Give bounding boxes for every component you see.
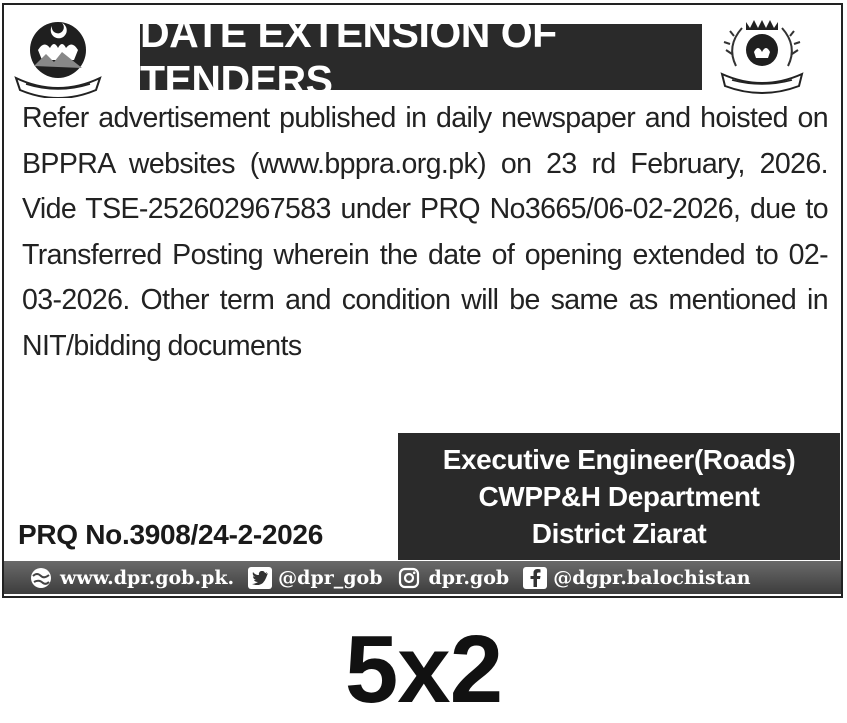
footer-facebook[interactable] bbox=[523, 567, 750, 589]
notice-body: Refer advertisement published in daily newspaper and hoisted on BPPRA websites (www.bppra.org.pk) on 23 rd February, 2026. Vide TSE-252602967583 under PRQ No3665/06-02-2026, due to Transferred Posting wherein the date of opening extended to 02-03-2026. Other term and condition will be same as mentioned in NIT/bidding documents bbox=[22, 102, 828, 362]
twitter-icon bbox=[248, 567, 272, 589]
footer-bar bbox=[4, 561, 841, 594]
signature-block bbox=[398, 433, 840, 560]
balochistan-emblem-right bbox=[716, 14, 808, 96]
balochistan-emblem-left bbox=[12, 16, 104, 98]
signature-designation: Executive Engineer(Roads) bbox=[442, 444, 796, 475]
website-label: www.dpr.gob.pk. bbox=[60, 566, 235, 589]
footer-website[interactable] bbox=[28, 566, 234, 590]
globe-icon bbox=[28, 566, 54, 590]
twitter-handle: @dpr_gob bbox=[278, 566, 383, 589]
instagram-handle: dpr.gob bbox=[428, 566, 510, 589]
footer-instagram[interactable] bbox=[396, 566, 509, 590]
signature-department: CWPP&H Department bbox=[478, 481, 760, 512]
notice-title: DATE EXTENSION OF TENDERS bbox=[140, 24, 702, 90]
prq-number: PRQ No.3908/24-2-2026 bbox=[18, 519, 323, 550]
footer-twitter[interactable] bbox=[248, 567, 382, 589]
facebook-handle: @dgpr.balochistan bbox=[553, 566, 751, 589]
instagram-icon bbox=[396, 566, 422, 590]
signature-district: District Ziarat bbox=[531, 518, 707, 549]
facebook-icon bbox=[523, 567, 547, 589]
ad-size-label: 5x2 bbox=[344, 616, 503, 723]
